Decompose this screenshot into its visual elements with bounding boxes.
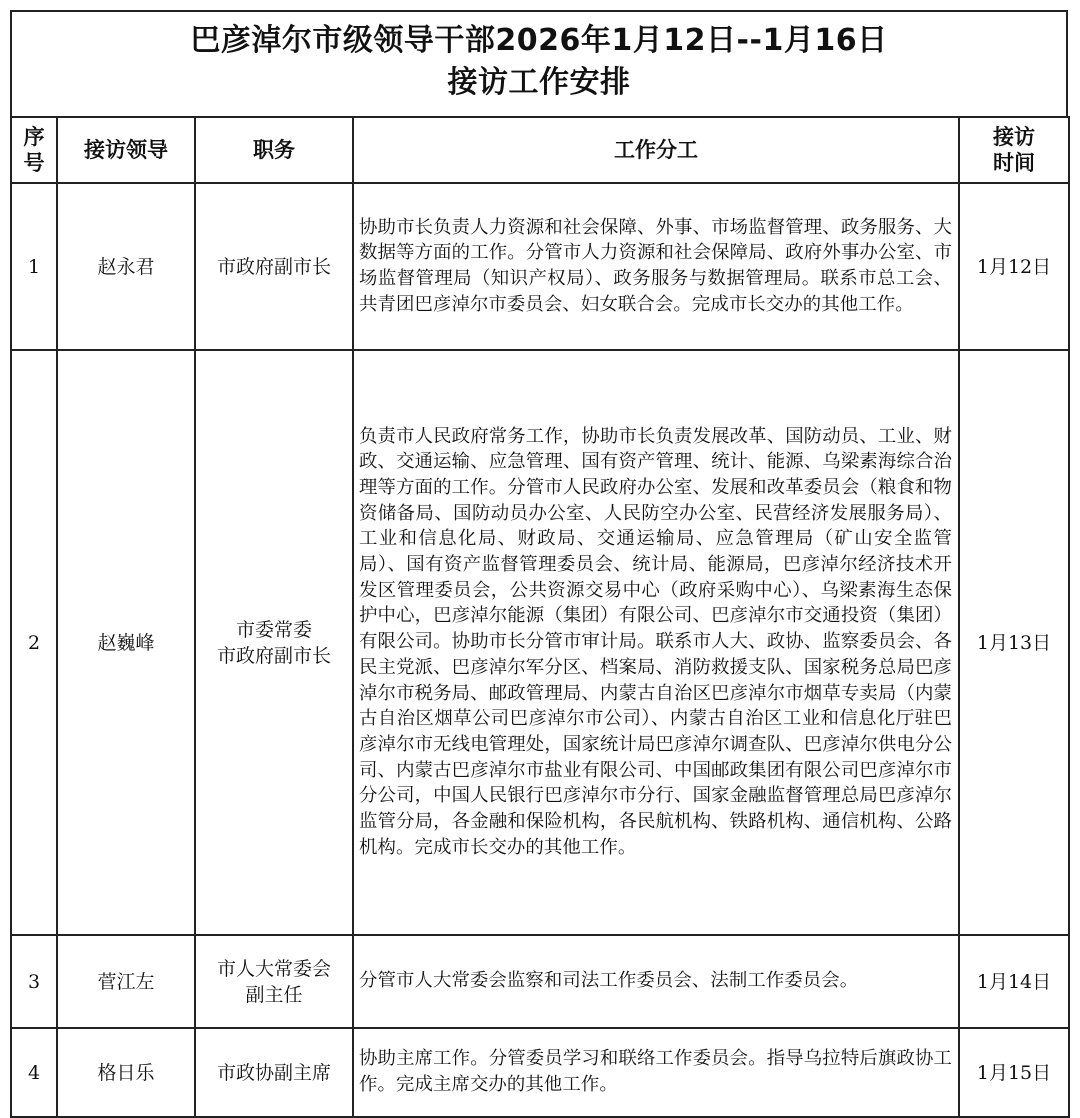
cell-duties: 分管市人大常委会监察和司法工作委员会、法制工作委员会。 [353, 935, 959, 1028]
header-duties: 工作分工 [353, 117, 959, 183]
header-time: 接访 时间 [959, 117, 1069, 183]
cell-position: 市政协副主席 [195, 1028, 353, 1117]
cell-leader: 格日乐 [57, 1028, 195, 1117]
header-row [11, 117, 1069, 183]
table-row [11, 183, 1069, 350]
table-row [11, 935, 1069, 1028]
cell-index: 2 [11, 350, 57, 935]
cell-duties: 负责市人民政府常务工作，协助市长负责发展改革、国防动员、工业、财政、交通运输、应急管理、国有资产管理、统计、能源、乌梁素海综合治理等方面的工作。分管市人民政府办公室、发展和改革委员会（粮食和物资储备局、国防动员办公室、人民防空办公室、民营经济发展服务局）、工业和信息化局、财政局、交通运输局、应急管理局（矿山安全监管局）、国有资产监督管理委员会、统计局、能源局，巴彦淖尔经济技术开发区管理委员会，公共资源交易中心（政府采购中心）、乌梁素海生态保护中心，巴彦淖尔能源（集团）有限公司、巴彦淖尔市交通投资（集团）有限公司。协助市长分管市审计局。联系市人大、政协、监察委员会、各民主党派、巴彦淖尔军分区、档案局、消防救援支队、国家税务总局巴彦淖尔市税务局、邮政管理局、内蒙古自治区巴彦淖尔市烟草专卖局（内蒙古自治区烟草公司巴彦淖尔市公司）、内蒙古自治区工业和信息化厅驻巴彦淖尔市无线电管理处，国家统计局巴彦淖尔调查队、巴彦淖尔供电分公司、内蒙古巴彦淖尔市盐业有限公司、中国邮政集团有限公司巴彦淖尔市分公司，中国人民银行巴彦淖尔市分行、国家金融监督管理总局巴彦淖尔监管分局，各金融和保险机构，各民航机构、铁路机构、通信机构、公路机构。完成市长交办的其他工作。 [353, 350, 959, 935]
cell-duties: 协助市长负责人力资源和社会保障、外事、市场监督管理、政务服务、大数据等方面的工作。分管市人力资源和社会保障局、政府外事办公室、市场监督管理局（知识产权局）、政务服务与数据管理局。联系市总工会、共青团巴彦淖尔市委员会、妇女联合会。完成市长交办的其他工作。 [353, 183, 959, 350]
page-title-line-1 [12, 20, 1066, 62]
cell-date: 1月15日 [959, 1028, 1069, 1117]
cell-date: 1月13日 [959, 350, 1069, 935]
table-row [11, 350, 1069, 935]
title-part-b: 领导干部2026年1月12日--1月16日 [373, 23, 888, 58]
table-row [11, 1028, 1069, 1117]
cell-leader: 赵巍峰 [57, 350, 195, 935]
cell-date: 1月12日 [959, 183, 1069, 350]
page-title-line-2: 接访工作安排 [447, 65, 631, 100]
title-part-a: 巴彦淖尔 [190, 23, 313, 58]
schedule-table [10, 116, 1070, 1118]
cell-duties: 协助主席工作。分管委员学习和联络工作委员会。指导乌拉特后旗政协工作。完成主席交办的其他工作。 [353, 1028, 959, 1117]
cell-index: 3 [11, 935, 57, 1028]
schedule-document [10, 10, 1068, 1118]
cell-position: 市政府副市长 [195, 183, 353, 350]
cell-leader: 赵永君 [57, 183, 195, 350]
title-emphasis: 市级 [312, 23, 374, 58]
header-position: 职务 [195, 117, 353, 183]
cell-date: 1月14日 [959, 935, 1069, 1028]
cell-index: 4 [11, 1028, 57, 1117]
header-index: 序 号 [11, 117, 57, 183]
cell-position: 市委常委 市政府副市长 [195, 350, 353, 935]
header-leader: 接访领导 [57, 117, 195, 183]
cell-position: 市人大常委会 副主任 [195, 935, 353, 1028]
cell-leader: 菅江左 [57, 935, 195, 1028]
cell-index: 1 [11, 183, 57, 350]
title-box [10, 10, 1068, 116]
